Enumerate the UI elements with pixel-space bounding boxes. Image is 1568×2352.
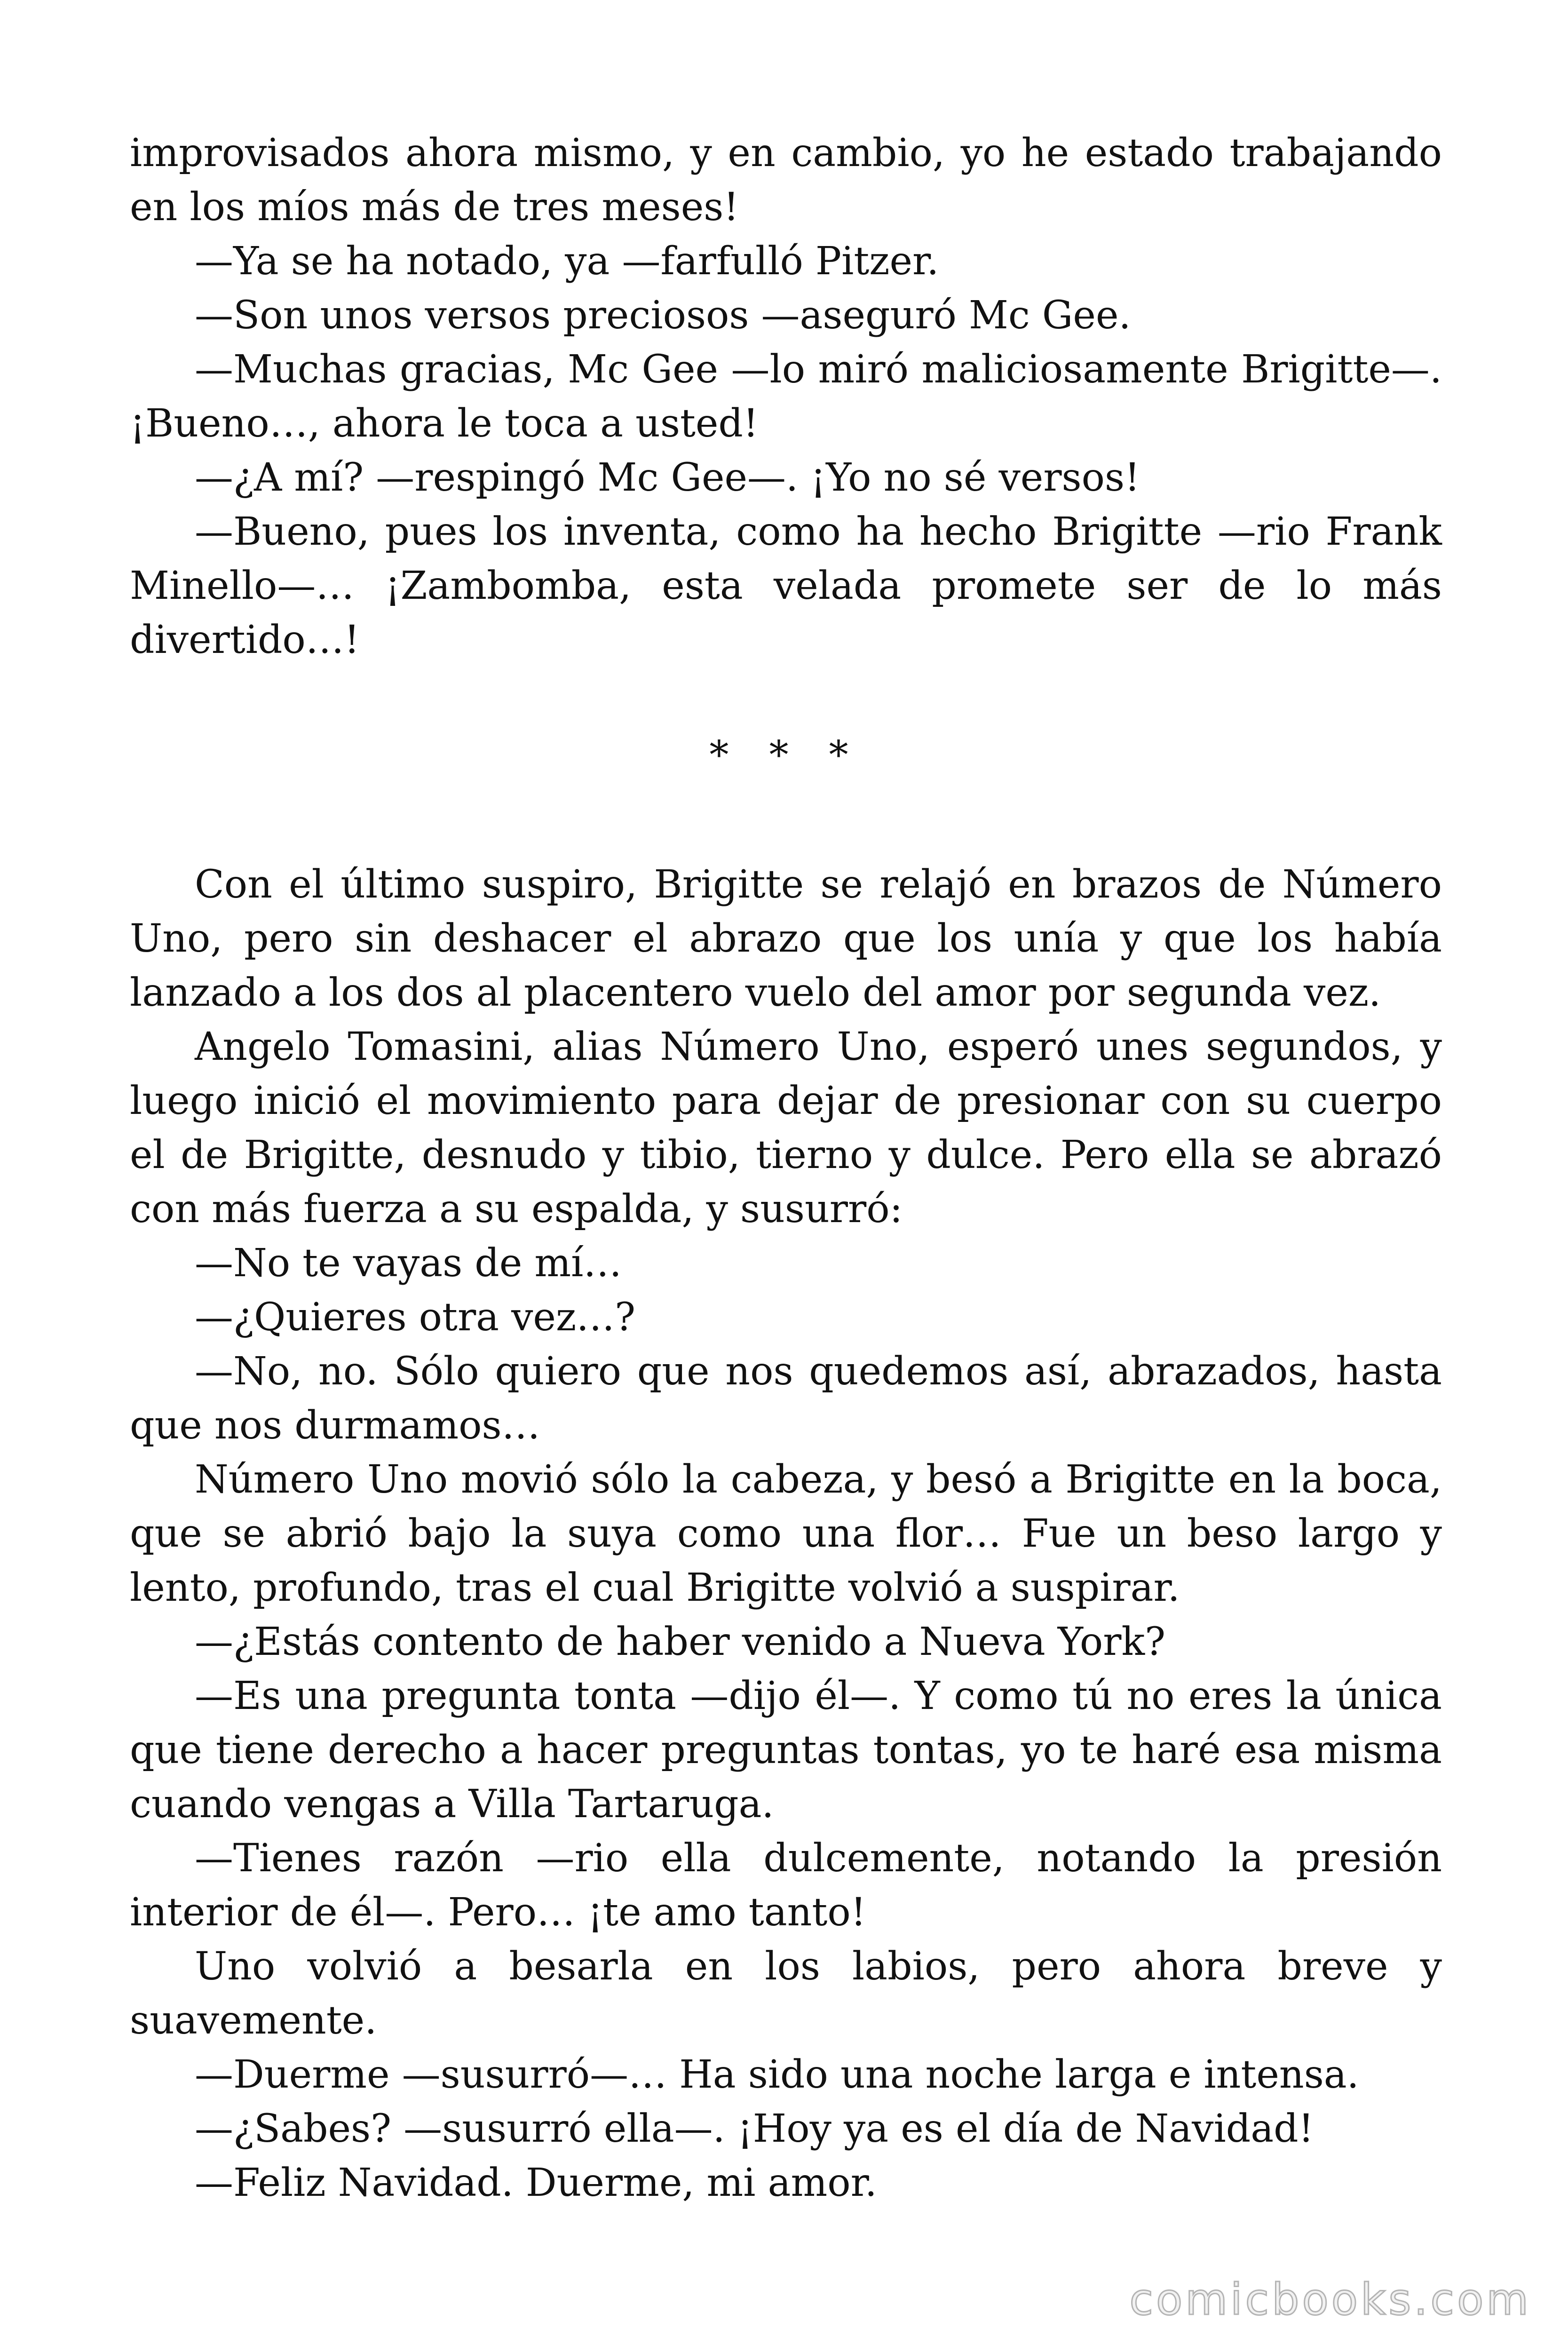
dialogue-line: —Tienes razón —rio ella dulcemente, notando la presión interior de él—. Pero… ¡te amo tanto!	[130, 1836, 1442, 1935]
book-page-text	[130, 126, 1442, 2210]
dialogue-line: —Son unos versos preciosos —aseguró Mc Gee.	[195, 293, 1131, 338]
paragraph-continued: improvisados ahora mismo, y en cambio, yo he estado trabajando en los míos más de tres meses!	[130, 131, 1442, 230]
dialogue-line: —Es una pregunta tonta —dijo él—. Y como tú no eres la única que tiene derecho a hacer preguntas tontas, yo te haré esa misma cuando vengas a Villa Tartaruga.	[130, 1674, 1442, 1827]
watermark: comicbooks.com	[1129, 2274, 1531, 2325]
paragraph: Con el último suspiro, Brigitte se relajó en brazos de Número Uno, pero sin deshacer el abrazo que los unía y que los había lanzado a los dos al placentero vuelo del amor por segunda vez.	[130, 862, 1442, 1015]
dialogue-line: —¿Sabes? —susurró ella—. ¡Hoy ya es el día de Navidad!	[195, 2106, 1314, 2151]
dialogue-line: —Bueno, pues los inventa, como ha hecho Brigitte —rio Frank Minello—… ¡Zambomba, esta velada promete ser de lo más divertido…!	[130, 509, 1442, 662]
paragraph: Número Uno movió sólo la cabeza, y besó a Brigitte en la boca, que se abrió bajo la suya como una flor… Fue un beso largo y lento, profundo, tras el cual Brigitte volvió a suspirar.	[130, 1457, 1442, 1610]
dialogue-line: —¿A mí? —respingó Mc Gee—. ¡Yo no sé versos!	[195, 455, 1140, 500]
dialogue-line: —Muchas gracias, Mc Gee —lo miró maliciosamente Brigitte—. ¡Bueno…, ahora le toca a usted!	[130, 347, 1442, 446]
dialogue-line: —No, no. Sólo quiero que nos quedemos así, abrazados, hasta que nos durmamos…	[130, 1349, 1442, 1448]
paragraph: Angelo Tomasini, alias Número Uno, esperó unes segundos, y luego inició el movimiento para dejar de presionar con su cuerpo el de Brigitte, desnudo y tibio, tierno y dulce. Pero ella se abrazó con más fuerza a su espalda, y susurró:	[130, 1025, 1442, 1232]
dialogue-line: —Duerme —susurró—… Ha sido una noche larga e intensa.	[195, 2052, 1359, 2097]
dialogue-line: —¿Quieres otra vez…?	[195, 1295, 636, 1340]
dialogue-line: —Feliz Navidad. Duerme, mi amor.	[195, 2161, 877, 2205]
paragraph: Uno volvió a besarla en los labios, pero ahora breve y suavemente.	[130, 1944, 1442, 2043]
dialogue-line: —Ya se ha notado, ya —farfulló Pitzer.	[195, 239, 939, 284]
dialogue-line: —No te vayas de mí…	[195, 1241, 622, 1286]
scene-break: * * *	[709, 733, 863, 778]
dialogue-line: —¿Estás contento de haber venido a Nueva York?	[195, 1620, 1166, 1664]
